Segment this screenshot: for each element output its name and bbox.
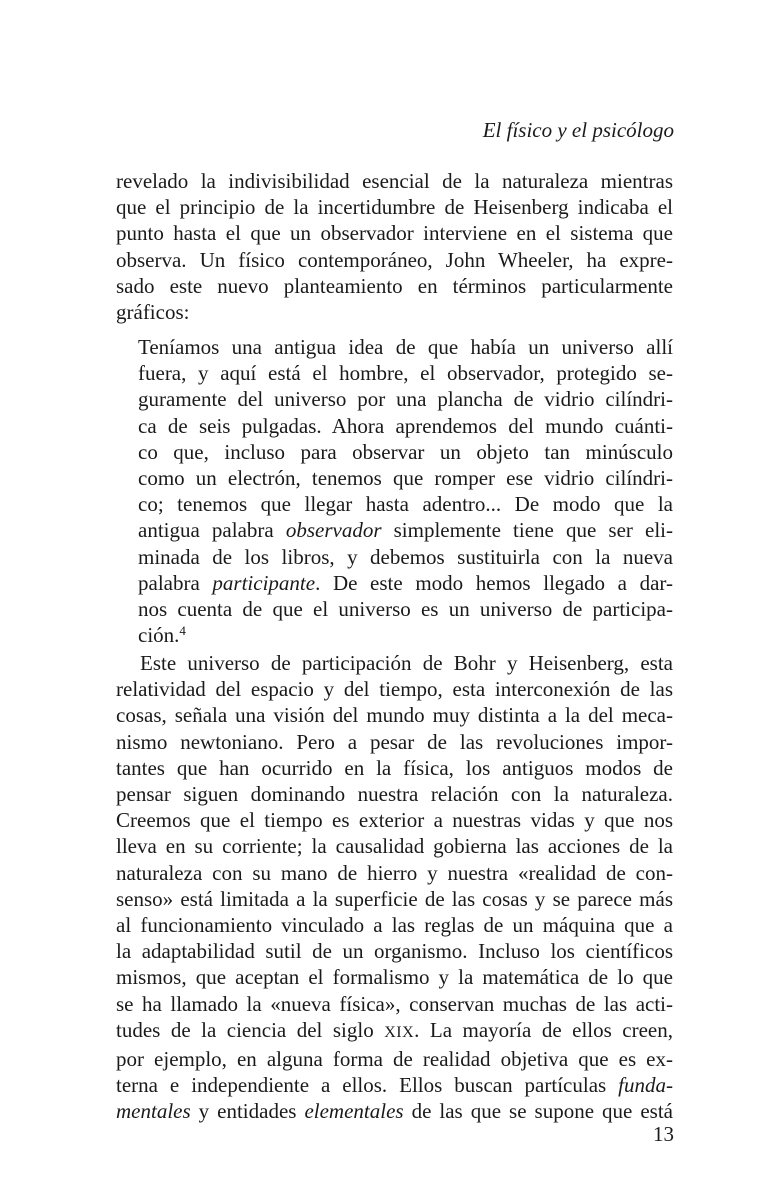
text-line: gráficos: [116, 300, 190, 325]
text-line: por ejemplo, en alguna forma de realidad objetiva que es ex- [116, 1047, 673, 1072]
quote-line: guramente del universo por una plancha de vidrio cilíndri- [138, 387, 673, 412]
quote-line: minada de los libros, y debemos sustituirla con la nueva [138, 544, 673, 569]
paragraph-1 [116, 168, 673, 325]
text-line: nismo newtoniano. Pero a pesar de las revoluciones impor- [116, 729, 673, 754]
body-text: tudes de la ciencia del siglo [116, 1017, 385, 1042]
text-line [116, 1098, 673, 1124]
text-line: observa. Un físico contemporáneo, John Wheeler, ha expre- [116, 247, 673, 272]
quote-line: Teníamos una antigua idea de que había un universo allí [138, 335, 673, 359]
page-number: 13 [653, 1122, 674, 1146]
text-line: tantes que han ocurrido en la física, los antiguos modos de [116, 755, 673, 780]
text-line: revelado la indivisibilidad esencial de la naturaleza mientras [116, 169, 673, 193]
quote-line: nos cuenta de que el universo es un universo de participa- [138, 597, 673, 622]
quote-line [138, 570, 673, 596]
quote-line: co; tenemos que llegar hasta adentro... De modo que la [138, 492, 673, 517]
text-line [116, 1072, 673, 1098]
text-line: Este universo de participación de Bohr y Heisenberg, esta [140, 651, 673, 675]
quote-line: como un electrón, tenemos que romper ese vidrio cilíndri- [138, 466, 673, 491]
text-line: cosas, señala una visión del mundo muy distinta a la del meca- [116, 703, 673, 728]
italic-term: participante [212, 570, 316, 595]
block-quote [138, 334, 673, 648]
quote-text: ción. [138, 623, 180, 648]
quote-line: co que, incluso para observar un objeto tan minúsculo [138, 439, 673, 464]
text-line: que el principio de la incertidumbre de Heisenberg indicaba el [116, 195, 673, 220]
text-line: relatividad del espacio y del tiempo, esta interconexión de las [116, 677, 673, 702]
text-line: senso» está limitada a la superficie de las cosas y se parece más [116, 886, 673, 911]
italic-term: funda- [618, 1073, 673, 1098]
text-line: lleva en su corriente; la causalidad gobierna las acciones de la [116, 834, 673, 859]
quote-line [138, 622, 673, 648]
text-line [116, 1017, 673, 1046]
body-text: de las que se supone que está [403, 1099, 673, 1124]
italic-term: mentales [116, 1099, 191, 1124]
quote-text: . De este modo hemos llegado a dar- [315, 570, 673, 595]
text-line: pensar siguen dominando nuestra relación con la naturaleza. [116, 782, 673, 807]
body-text: . La mayoría de ellos creen, [414, 1017, 673, 1042]
running-title: El físico y el psicólogo [482, 118, 674, 142]
text-line: naturaleza con su mano de hierro y nuestra «realidad de con- [116, 860, 673, 885]
small-caps-numeral: XIX [384, 1023, 415, 1041]
quote-line [138, 517, 673, 543]
quote-text: simplemente tiene que ser eli- [381, 518, 673, 543]
quote-line: fuera, y aquí está el hombre, el observador, protegido se- [138, 361, 673, 386]
italic-term: elementales [304, 1099, 404, 1124]
quote-text: palabra [138, 570, 213, 595]
italic-term: observador [285, 518, 382, 543]
footnote-marker: 4 [179, 623, 186, 639]
body-text: y entidades [190, 1099, 305, 1124]
text-line: se ha llamado la «nueva física», conservan muchas de las acti- [116, 991, 673, 1016]
text-line: sado este nuevo planteamiento en términos particularmente [116, 273, 673, 298]
quote-line: ca de seis pulgadas. Ahora aprendemos del mundo cuánti- [138, 413, 673, 438]
text-line: al funcionamiento vinculado a las reglas de un máquina que a [116, 913, 673, 938]
body-text: terna e independiente a ellos. Ellos buscan partículas [116, 1073, 619, 1098]
text-line: punto hasta el que un observador interviene en el sistema que [116, 221, 673, 246]
text-line: mismos, que aceptan el formalismo y la matemática de lo que [116, 965, 673, 990]
paragraph-2 [116, 650, 673, 1125]
quote-text: antigua palabra [138, 518, 286, 543]
text-line: Creemos que el tiempo es exterior a nuestras vidas y que nos [116, 808, 673, 833]
text-line: la adaptabilidad sutil de un organismo. Incluso los científicos [116, 939, 673, 964]
